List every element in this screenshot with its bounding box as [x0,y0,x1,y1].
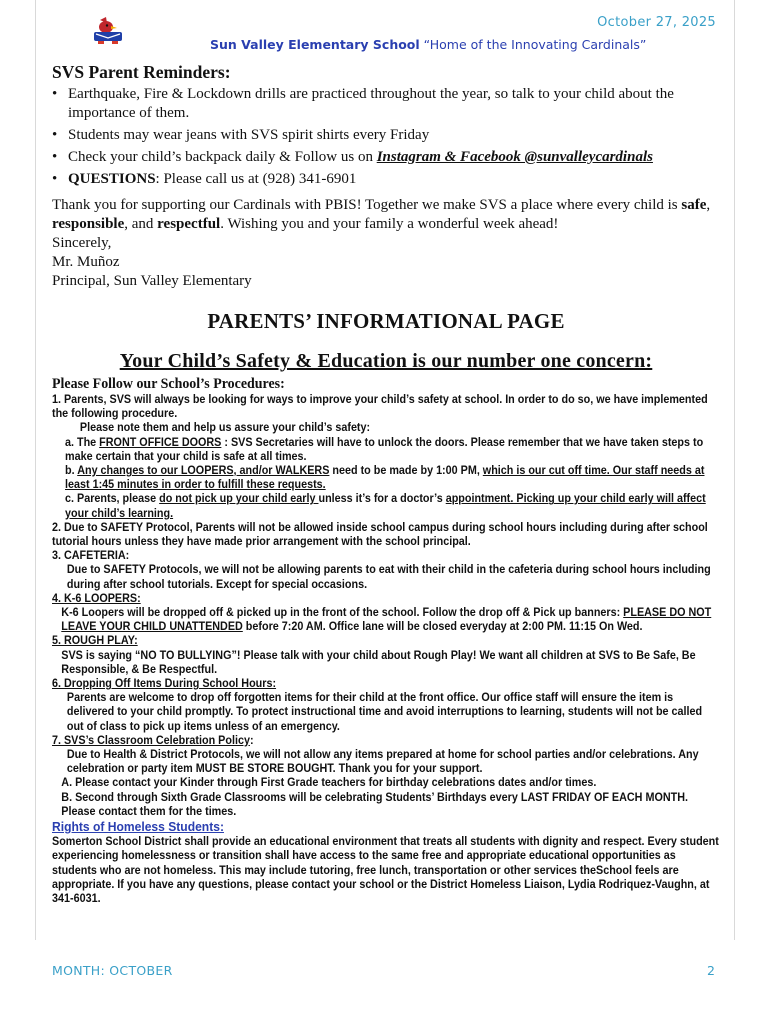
procedure-5-title: 5. ROUGH PLAY: [52,634,138,648]
procedure-7-title [52,734,722,748]
footer-month: MONTH: OCTOBER [52,963,173,978]
signer-role: Principal, Sun Valley Elementary [52,273,252,289]
signer-name: Mr. Muñoz [52,254,120,270]
item-text: unless it’s for a doctor’s [318,492,446,506]
item-text: need to be made by 1:00 PM, [329,464,483,478]
procedure-1b [52,464,722,492]
bullet-icon: • [52,86,58,102]
item-text: before 7:20 AM. Office lane will be closed everyday at 2:00 PM. 11:15 On Wed. [242,620,643,634]
reminder-text: Earthquake, Fire & Lockdown drills are practiced throughout the year, so talk to your child about the importance of them. [68,86,674,121]
header-title [210,37,646,52]
procedures-section [52,376,722,906]
thanks-text: . Wishing you and your family a wonderful week ahead! [220,216,559,232]
bullet-icon: • [52,171,58,187]
header-date: October 27, 2025 [597,15,716,30]
procedure-1a [52,436,722,464]
procedure-6-title: 6. Dropping Off Items During School Hours: [52,677,277,691]
procedures-heading: Please Follow our School’s Procedures: [52,376,285,392]
reminder-text: Check your child’s backpack daily & Follow us on [68,149,377,165]
page-number: 2 [707,963,715,978]
do-not-leave-child: PLEASE DO NOT LEAVE YOUR CHILD UNATTENDED [61,606,712,634]
item-text: K-6 Loopers will be dropped off & picked up in the front of the school. Follow the drop off & Pick up banners: [61,606,624,620]
early-pickup-note: appointment. Picking up your child early will affect your child’s learning. [65,492,706,520]
procedure-2: 2. Due to SAFETY Protocol, Parents will not be allowed inside school campus during school hours including during after school tutorial hours unless they have made prior arrangement with the school principal. [52,520,708,549]
reminders-title: SVS Parent Reminders: [52,62,231,82]
school-tagline: “Home of the Innovating Cardinals” [423,37,647,52]
procedure-4-title: 4. K-6 LOOPERS: [52,591,141,605]
homeless-rights-text: Somerton School District shall provide an educational environment that treats all students with dignity and respect. Every student experiencing homelessness or transition shall have access to the same free and appropriate educational opportunities as students who are not homeless. This may include tutoring, free lunch, transportation or other services theSchool feels are appropriate. If you have any questions, please contact your school or the District Homeless Liaison, Lydia Rodriquez-Vaughn, at 341-6031. [52,835,719,905]
procedure-6-text: Parents are welcome to drop off forgotten items for their child at the front office. Our office staff will ensure the item is delivered to your child promptly. To protect instructional time and avoid interruptions to learning, students will not be called out of class to pick up items unless of an emergency. [66,691,703,733]
thanks-paragraph [52,196,720,234]
procedure-3-title: 3. CAFETERIA: [52,549,130,563]
front-office-doors: FRONT OFFICE DOORS [99,435,222,449]
value-responsible: responsible [52,216,125,232]
reminder-item [52,126,720,145]
item-prefix: c. Parents, please [65,492,160,506]
reminder-text: Students may wear jeans with SVS spirit shirts every Friday [68,127,430,143]
separator: , [706,197,711,213]
procedure-7-text: Due to Health & District Protocols, we will not allow any items prepared at home for school parties and/or celebrations. Any celebration or party item MUST BE STORE BOUGHT. Thank you for your support. [66,748,699,776]
item-text: : SVS Secretaries will have to unlock the doors. Please remember that we have taken steps to make certain that your child is safe at all times. [65,435,704,463]
questions-label: QUESTIONS [68,171,156,187]
info-page-title: PARENTS’ INFORMATIONAL PAGE [207,309,565,333]
reminder-item [52,85,720,123]
thanks-text: Thank you for supporting our Cardinals with PBIS! Together we make SVS a place where every child is [52,197,682,213]
procedure-7b: B. Second through Sixth Grade Classrooms will be celebrating Students’ Birthdays every LAST FRIDAY OF EACH MONTH. Please contact them for the times. [61,790,688,818]
title-colon: : [249,733,254,747]
closing: Sincerely, [52,235,112,251]
celebration-policy-title: 7. SVS’s Classroom Celebration Policy [52,733,250,747]
procedure-5-text: SVS is saying “NO TO BULLYING”! Please talk with your child about Rough Play! We want all children at SVS to Be Safe, Be Responsible, & Be Respectful. [61,648,696,676]
reminders-list [52,85,720,189]
separator: , and [124,216,158,232]
right-margin-line [734,0,735,940]
safety-concern-heading: Your Child’s Safety & Education is our number one concern: [119,350,653,372]
left-margin-line [35,0,36,940]
changes-loopers: Any changes to our LOOPERS, and/or WALKERS [77,464,330,478]
bullet-icon: • [52,149,58,165]
newsletter-content [52,62,720,906]
reminder-item [52,170,720,189]
cut-off-time: which is our cut off time. Our staff needs at least 1:45 minutes in order to fulfill these requests. [65,464,705,492]
school-name: Sun Valley Elementary School [210,37,420,52]
procedure-3-text: Due to SAFETY Protocols, we will not be allowing parents to eat with their child in the cafeteria during school hours including during after school tutorials. Except for special occasions. [66,563,711,591]
social-media-link[interactable]: Instagram & Facebook @sunvalleycardinals [376,149,653,165]
value-respectful: respectful [157,216,221,232]
procedure-1c [52,492,722,520]
item-prefix: b. [65,464,78,478]
procedure-1: 1. Parents, SVS will always be looking for ways to improve your child’s safety at school. In order to do so, we have implemented the following procedure. [52,393,708,421]
procedure-4-text [52,606,722,634]
procedure-7a: A. Please contact your Kinder through First Grade teachers for birthday celebrations dates and/or times. [61,776,597,790]
no-early-pickup: do not pick up your child early [159,492,319,506]
bullet-icon: • [52,127,58,143]
questions-text: : Please call us at (928) 341-6901 [155,171,357,187]
cardinal-mascot-icon [92,16,126,46]
item-prefix: a. The [65,435,100,449]
reminder-item [52,148,720,167]
procedure-1-note: Please note them and help us assure your child’s safety: [79,421,371,435]
homeless-rights-link[interactable]: Rights of Homeless Students: [52,819,224,835]
value-safe: safe [681,197,707,213]
